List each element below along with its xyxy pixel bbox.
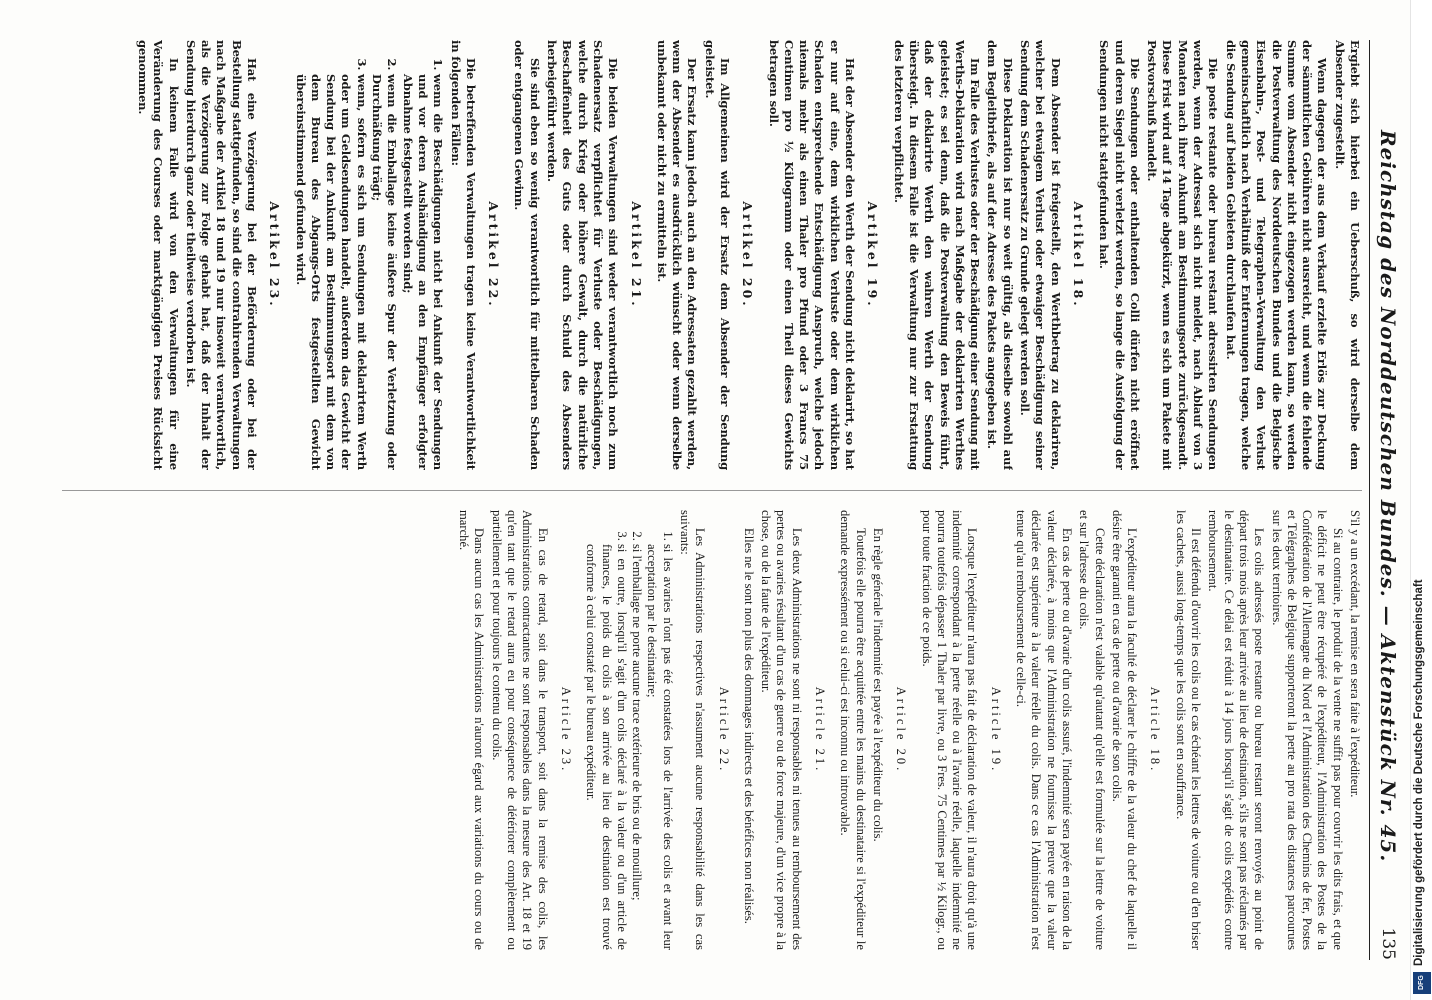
french-paragraph: En cas de perte ou d'avarie d'un colis assuré, l'indemnité sera payée en raison de la valeur déclarée, à moins que l'Administration ne fournisse la preuve que la valeur déclarée est supérieure à la valeur réelle du colis. Dans ce cas l'Administration n'est tenue qu'au remboursement de celle-ci.: [1014, 510, 1074, 950]
german-paragraph: Dem Absender ist freigestellt, den Werthbetrag zu deklariren, welcher bei etwaigem Verlust oder etwaiger Beschädigung seiner Sendung dem Schadenersatz zu Grunde gelegt werden soll.: [1018, 40, 1063, 470]
german-paragraph: In keinem Falle wird von den Verwaltungen für eine Veränderung des Courses oder marktgängigen Preises Rücksicht genommen.: [135, 40, 181, 470]
digitization-footer: [1410, 0, 1432, 1000]
german-paragraph: Sie sind eben so wenig verantwortlich für mittelbaren Schaden oder entgangenen Gewinn.: [512, 40, 542, 470]
french-paragraph: Les Administrations respectives n'assument aucune responsabilité dans les cas suivants:: [678, 510, 708, 950]
german-article-heading: Artikel 23.: [267, 201, 283, 309]
french-paragraph: Toutefois elle pourra être acquittée entre les mains du destinataire si l'expéditeur le demande expressément ou si celui-ci est inconnu ou introuvable.: [838, 510, 868, 950]
german-article-heading: Artikel 18.: [1070, 201, 1086, 309]
french-paragraph: Les colis adressés poste restante ou bureau restant seront renvoyés au point de départ trois mois après leur arrivée au lieu de destination, s'ils ne sont pas réclamés par le destinataire. Ce délai est réduit à 14 jours lorsqu'il s'agit de colis expédiés contre remboursement.: [1206, 510, 1267, 950]
header-rule: [1369, 40, 1370, 960]
list-item: 2. wenn die Emballage keine äußere Spur der Verletzung oder Durchnäßung trägt;: [369, 74, 400, 470]
footer-credit: Digitalisierung gefördert durch die Deutsche Forschungsgemeinschaft: [1413, 579, 1425, 966]
header-title: Reichstag des Norddeutschen Bundes. — Aktenstück Nr. 45.: [1376, 130, 1400, 863]
german-paragraph: Die poste restante oder bureau restant adressirten Sendungen werden, wenn der Adressat sich nicht meldet, nach Ablauf von 3 Monaten nach ihrer Ankunft am Bestimmungsorte zurückgesandt. Diese Frist wird auf 14 Tage abgekürzt, wenn es sich um Pakete mit Postvorschuß handelt.: [1145, 40, 1221, 470]
column-divider: [62, 490, 1362, 491]
french-paragraph: Si au contraire, le produit de la vente ne suffit pas pour couvrir les dits frais, et que le déficit ne peut être récupéré de l'expéditeur, l'Administration des Postes de la Confédération de l'Allemagne du Nord et l'Administration des Chemins de fer, Postes et Télégraphes de Belgique supporteront la perte au pro rata des distances parcourues sur les deux territoires.: [1269, 510, 1345, 950]
german-article-heading: Artikel 19.: [865, 201, 881, 309]
dfg-logo: DFG: [1413, 972, 1431, 994]
list-item: 3. si en outre, lorsqu'il s'agit d'un colis déclaré à la valeur ou d'un article de finances, le poids du colis à son arrivée au lieu de destination est trouvé conforme à celui constaté par le bureau expéditeur.: [583, 544, 629, 950]
french-paragraph: Elles ne le sont non plus des dommages indirects et des bénéfices non réalisés.: [741, 528, 756, 924]
german-paragraph: Im Allgemeinen wird der Ersatz dem Absender der Sendung geleistet.: [702, 40, 733, 470]
german-paragraph: Diese Deklaration ist nur so weit gültig, als dieselbe sowohl auf dem Begleitbriefe, als auf der Adresse des Pakets angegeben ist.: [985, 40, 1015, 470]
french-article-heading: Article 19.: [988, 686, 1003, 774]
german-case-list: [292, 40, 445, 470]
german-paragraph: Die betreffenden Verwaltungen tragen keine Verantwortlichkeit in folgenden Fällen:: [448, 40, 478, 470]
french-paragraph: Les deux Administrations ne sont ni responsables ni tenues au remboursement des pertes ou avaries résultant d'un cas de guerre ou de force majeure, d'un vice propre à la chose, ou de la faute de l'expéditeur.: [759, 510, 804, 950]
french-article-heading: Article 18.: [1148, 686, 1163, 774]
french-column: [12, 510, 1362, 950]
german-paragraph: Die Sendungen oder enthaltenden Colli dürfen nicht eröffnet und deren Siegel nicht verletzt werden, so lange die Ausfolgung der Sendungen nicht stattgefunden hat.: [1097, 40, 1142, 470]
german-article-heading: Artikel 20.: [740, 201, 756, 309]
french-paragraph: Lorsque l'expéditeur n'aura pas fait de déclaration de valeur, il n'aura droit qu'à une indemnité correspondant à la perte réelle ou à l'avarie réelle, laquelle indemnité ne pourra toutefois dépasser 1 Thaler par livre, ou 3 Fres. 75 Centimes par ½ Kilogr., ou pour toute fraction de ce poids.: [919, 510, 980, 950]
list-item: 1. wenn die Beschädigungen nicht bei Ankunft der Sendungen und vor deren Aushändigung an den Empfänger erfolgter Abnahme festgestellt worden sind;: [399, 74, 445, 470]
page-number: 135: [1378, 927, 1398, 960]
list-item: 1. si les avaries n'ont pas été constatées lors de l'arrivée des colis et avant leur acceptation par le destinataire;: [644, 544, 675, 950]
german-column: [12, 40, 1362, 470]
german-paragraph: Hat der Absender den Werth der Sendung nicht deklarirt, so hat er nur auf eine, dem wirklichen Verluste oder dem wirklichen Schaden entsprechende Entschädigung Anspruch, welche jedoch niemals mehr als einen Thaler pro Pfund oder 3 Francs 75 Centimen pro ½ Kilogramm oder einen Theil dieses Gewichts betragen soll.: [766, 40, 858, 470]
german-paragraph: Hat eine Verzögerung bei der Beförderung oder bei der Bestellung stattgefunden, so sind die contrahirenden Verwaltungen nach Maßgabe der Artikel 18 und 19 nur insoweit verantwortlich, als die Verzögerung zur Folge gehabt hat, daß der Inhalt der Sendung hierdurch ganz oder theilweise verdorben ist.: [183, 40, 259, 470]
list-item: 2. si l'emballage ne porte aucune trace extérieure de bris ou de mouillure;: [629, 544, 644, 950]
french-paragraph: Il est défendu d'ouvrir les colis ou le cas échéant les lettres de voiture ou d'en briser les cachets, aussi long-temps que les colis sont en souffrance.: [1173, 510, 1204, 950]
german-paragraph: Der Ersatz kann jedoch auch an den Adressaten gezahlt werden, wenn der Absender es ausdrücklich wünscht oder wenn derselbe unbekannt oder nicht zu ermitteln ist.: [654, 40, 700, 470]
german-paragraph: Im Falle des Verlustes oder der Beschädigung einer Sendung mit Werths-Deklaration wird nach Maßgabe der deklarirten Werthes geleistet; es sei denn, daß die Postverwaltung den Beweis führt, daß der deklarirte Werth den wahren Werth der Sendung übersteigt. In diesem Falle ist die Verwaltung nur zur Erstattung des letzteren verpflichtet.: [891, 40, 983, 470]
french-article-heading: Article 20.: [894, 686, 909, 774]
french-case-list: [583, 510, 675, 950]
french-paragraph: Cette déclaration n'est valable qu'autant qu'elle est formulée sur la lettre de voiture et sur l'adresse du colis.: [1077, 510, 1107, 950]
french-article-heading: Article 23.: [558, 686, 573, 774]
page-header: [1372, 40, 1402, 960]
german-paragraph: Wenn dagegen der aus dem Verkauf erzielte Erlös zur Deckung der sämmtlichen Gebühren nicht ausreicht, und wenn die fehlende Summe vom Absender nicht eingezogen werden kann, so werden die Postverwaltung des Norddeutschen Bundes und die Belgische Eisenbahn-, Post- und Telegraphen-Verwaltung den Verlust gemeinschaftlich nach Verhältniß der Entfernungen tragen, welche die Sendung auf beiden Gebieten durchlaufen hat.: [1223, 40, 1330, 470]
french-paragraph: Dans aucun cas les Administrations n'auront égard aux variations du cours ou de marché.: [457, 510, 487, 950]
french-paragraph: En cas de retard, soit dans le transport, soit dans la remise des colis, les Administrations contractantes ne sont responsables dans la mesure des Art. 18 et 19 qu'en tant que le retard aura eu pour conséquence de détériorer complètement ou partiellement et pour toujours le contenu du colis.: [489, 510, 550, 950]
french-article-heading: Article 22.: [716, 686, 731, 774]
french-paragraph: En règle générale l'indemnité est payée à l'expéditeur du colis.: [870, 528, 885, 842]
french-article-heading: Article 21.: [813, 686, 828, 774]
german-article-heading: Artikel 22.: [486, 201, 502, 309]
german-paragraph: Ergiebt sich hierbei ein Ueberschuß, so wird derselbe dem Absender zugestellt.: [1332, 40, 1362, 470]
french-paragraph: S'il y a un excédant, la remise en sera faite à l'expéditeur.: [1348, 510, 1362, 798]
german-paragraph: Die beiden Verwaltungen sind weder verantwortlich noch zum Schadenersatz verpflichtet für Verluste oder Beschädigungen, welche durch Krieg oder höhere Gewalt, durch die natürliche Beschaffenheit des Guts oder durch Schuld des Absenders herbeigeführt werden.: [545, 40, 621, 470]
german-article-heading: Artikel 21.: [628, 201, 644, 309]
list-item: 3. wenn, sofern es sich um Sendungen mit deklarirtem Werth oder um Geldsendungen handelt, außerdem das Gewicht der Sendung bei der Ankunft am Bestimmungsort mit dem von dem Bureau des Abgangs-Orts festgestellten Gewicht übereinstimmend gefunden wird.: [292, 74, 368, 470]
french-paragraph: L'expéditeur aura la faculté de déclarer le chiffre de la valeur du chef de laquelle il désire être garanti en cas de perte ou d'avarie de son colis.: [1109, 510, 1140, 950]
